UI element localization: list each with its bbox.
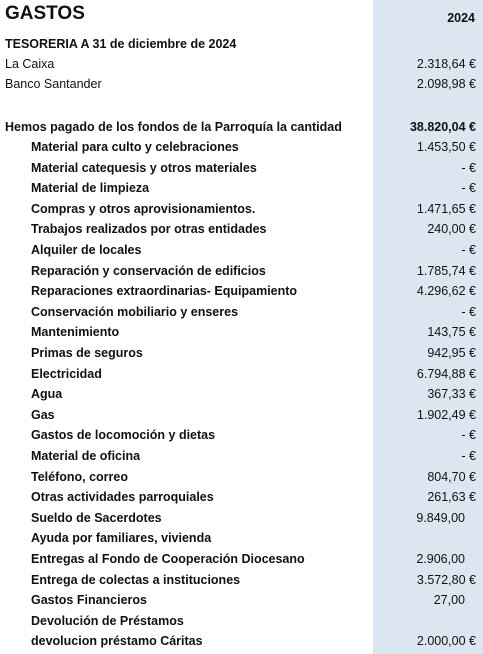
table-row: [0, 158, 483, 178]
expense-label: Entrega de colectas a instituciones: [31, 572, 241, 587]
total-value: 38.820,04 €: [409, 120, 476, 134]
expense-label: Compras y otros aprovisionamientos.: [31, 201, 256, 216]
expense-value: 1.902,49 €: [416, 407, 476, 422]
table-row: [0, 631, 483, 651]
expense-label: Material para culto y celebraciones: [31, 140, 239, 154]
expense-value: 2.000,00 €: [416, 634, 476, 649]
table-row: [0, 178, 483, 198]
expense-value: 3.572,80 €: [416, 572, 476, 587]
expense-label: Conservación mobiliario y enseres: [31, 304, 239, 319]
expense-value: 9.849,00: [416, 510, 465, 525]
tesoreria-title-row: [0, 34, 483, 54]
row-label: Banco Santander: [5, 77, 102, 91]
table-row: [0, 570, 483, 590]
expense-label: Gas: [31, 407, 55, 422]
expense-label: Otras actividades parroquiales: [31, 490, 214, 505]
table-row: [0, 261, 483, 281]
expense-value: - €: [461, 181, 476, 196]
table-row: [0, 528, 483, 548]
expense-value: 1.471,65 €: [416, 201, 476, 216]
expense-label: Trabajos realizados por otras entidades: [31, 222, 267, 237]
total-label: Hemos pagado de los fondos de la Parroquía la cantidad: [5, 120, 342, 134]
table-row: [0, 343, 483, 363]
table-row: [0, 137, 483, 157]
expense-label: Reparación y conservación de edificios: [31, 263, 266, 278]
expense-label: Sueldo de Sacerdotes: [31, 510, 162, 525]
expense-value: - €: [461, 160, 476, 175]
table-row: [0, 199, 483, 219]
expense-value: 2.906,00: [416, 552, 465, 566]
expense-label: Entregas al Fondo de Cooperación Diocesano: [31, 552, 305, 566]
expense-value: 367,33 €: [427, 387, 476, 402]
expense-value: 942,95 €: [427, 346, 476, 360]
tesoreria-title: TESORERIA A 31 de diciembre de 2024: [5, 37, 237, 51]
table-row: [0, 240, 483, 260]
expense-value: 261,63 €: [427, 490, 476, 505]
table-row: [0, 487, 483, 507]
table-row: [0, 446, 483, 466]
expense-label: Mantenimiento: [31, 325, 120, 340]
row-value: 2.318,64 €: [416, 57, 476, 71]
table-row: [0, 590, 483, 610]
table-row: [0, 508, 483, 528]
expense-label: Primas de seguros: [31, 346, 143, 360]
expense-value: - €: [461, 449, 476, 463]
expense-label: Alquiler de locales: [31, 243, 142, 257]
table-row: [0, 54, 483, 74]
table-row: [0, 611, 483, 631]
table-row: [0, 425, 483, 445]
table-row: [0, 219, 483, 239]
expense-value: 240,00 €: [427, 222, 476, 237]
expense-label: Agua: [31, 387, 63, 402]
table-row: [0, 364, 483, 384]
table-row: [0, 467, 483, 487]
expense-label: Teléfono, correo: [31, 469, 129, 484]
expense-label: devolucion préstamo Cáritas: [31, 634, 203, 649]
table-row: [0, 302, 483, 322]
year-header: 2024: [447, 11, 475, 25]
expense-value: 1.453,50 €: [416, 140, 476, 154]
expense-value: - €: [461, 428, 476, 443]
table-row: [0, 74, 483, 94]
expense-label: Electricidad: [31, 366, 102, 381]
table-row: [0, 384, 483, 404]
expense-value: 143,75 €: [427, 325, 476, 340]
row-label: La Caixa: [5, 57, 55, 71]
expense-label: Gastos de locomoción y dietas: [31, 428, 216, 443]
expense-value: 4.296,62 €: [416, 284, 476, 299]
expense-label: Material de limpieza: [31, 181, 150, 196]
expense-value: 804,70 €: [427, 469, 476, 484]
expense-label: Material catequesis y otros materiales: [31, 160, 257, 175]
expense-value: 1.785,74 €: [416, 263, 476, 278]
expense-label: Reparaciones extraordinarias- Equipamiento: [31, 284, 298, 299]
row-value: 2.098,98 €: [416, 77, 476, 91]
page-title: GASTOS: [5, 3, 85, 24]
expense-value: 27,00: [433, 593, 465, 608]
table-row: [0, 549, 483, 569]
table-row: [0, 281, 483, 301]
expense-label: Gastos Financieros: [31, 593, 148, 608]
expense-label: Material de oficina: [31, 449, 141, 463]
expense-label: Ayuda por familiares, vivienda: [31, 531, 212, 546]
expense-value: - €: [461, 243, 476, 257]
expense-value: - €: [461, 304, 476, 319]
table-row: [0, 405, 483, 425]
total-row: [0, 117, 483, 137]
table-row: [0, 322, 483, 342]
expense-label: Devolución de Préstamos: [31, 613, 184, 628]
expense-value: 6.794,88 €: [416, 366, 476, 381]
